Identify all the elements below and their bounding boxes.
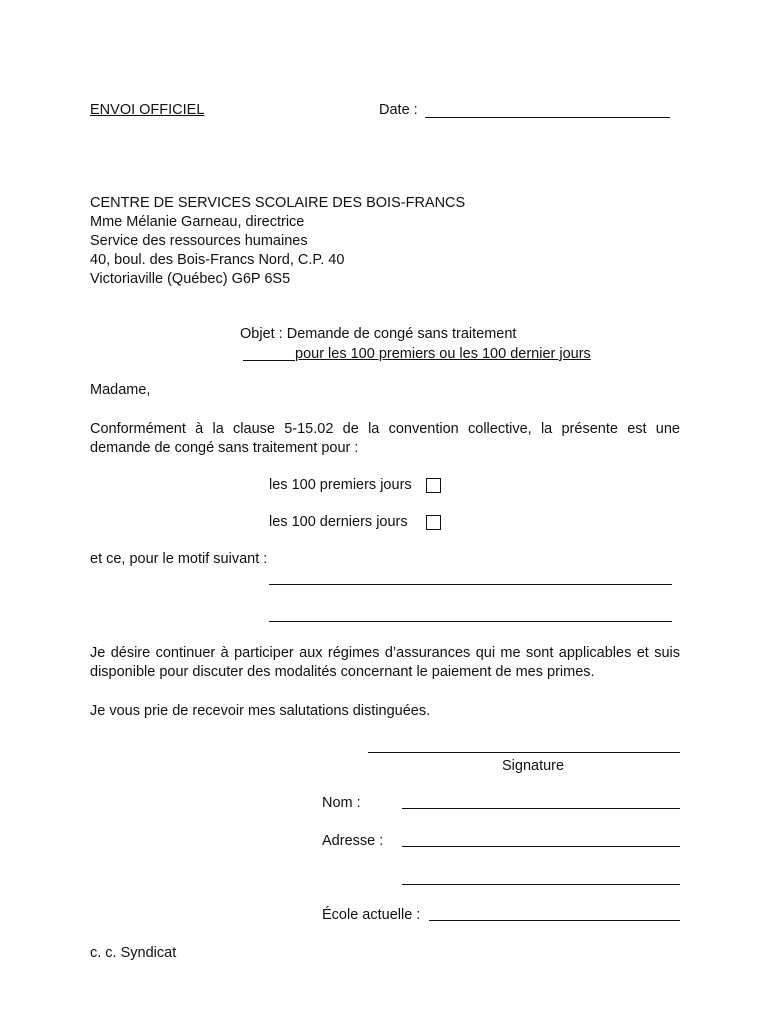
subject-underline-lead	[243, 360, 295, 361]
option-last-label: les 100 derniers jours	[269, 514, 408, 530]
option-first-checkbox[interactable]	[426, 478, 441, 493]
envoi-officiel-label: ENVOI OFFICIEL	[90, 102, 205, 118]
subject-line: Objet : Demande de congé sans traitement	[240, 326, 517, 342]
motif-line-2[interactable]	[269, 621, 672, 622]
recipient-name: Mme Mélanie Garneau, directrice	[90, 214, 305, 230]
cc-syndicat: c. c. Syndicat	[90, 945, 177, 961]
option-first-label: les 100 premiers jours	[269, 477, 412, 493]
ecole-field-line[interactable]	[429, 920, 680, 921]
nom-field-line[interactable]	[402, 808, 680, 809]
insurance-paragraph: Je désire continuer à participer aux régimes d’assurances qui me sont applicables et suis disponible pour discuter des modalités concernant le paiement de mes primes.	[90, 645, 680, 680]
option-last-checkbox[interactable]	[426, 515, 441, 530]
request-paragraph: Conformément à la clause 5-15.02 de la convention collective, la présente est une demande de congé sans traitement pour :	[90, 421, 680, 456]
recipient-department: Service des ressources humaines	[90, 233, 308, 249]
subject-detail: pour les 100 premiers ou les 100 dernier jours	[295, 346, 591, 362]
signature-line[interactable]	[368, 752, 680, 753]
adresse-label: Adresse :	[322, 833, 384, 849]
nom-label: Nom :	[322, 795, 361, 811]
closing-line: Je vous prie de recevoir mes salutations distinguées.	[90, 703, 431, 719]
motif-label: et ce, pour le motif suivant :	[90, 551, 268, 567]
date-label: Date :	[379, 102, 418, 118]
adresse-field-line-1[interactable]	[402, 846, 680, 847]
recipient-address: 40, boul. des Bois-Francs Nord, C.P. 40	[90, 252, 345, 268]
date-field-line[interactable]	[425, 117, 670, 118]
recipient-organization: CENTRE DE SERVICES SCOLAIRE DES BOIS-FRANCS	[90, 195, 466, 211]
ecole-label: École actuelle :	[322, 907, 421, 923]
recipient-city: Victoriaville (Québec) G6P 6S5	[90, 271, 291, 287]
salutation: Madame,	[90, 382, 151, 398]
signature-label: Signature	[502, 758, 565, 774]
motif-line-1[interactable]	[269, 584, 672, 585]
adresse-field-line-2[interactable]	[402, 884, 680, 885]
